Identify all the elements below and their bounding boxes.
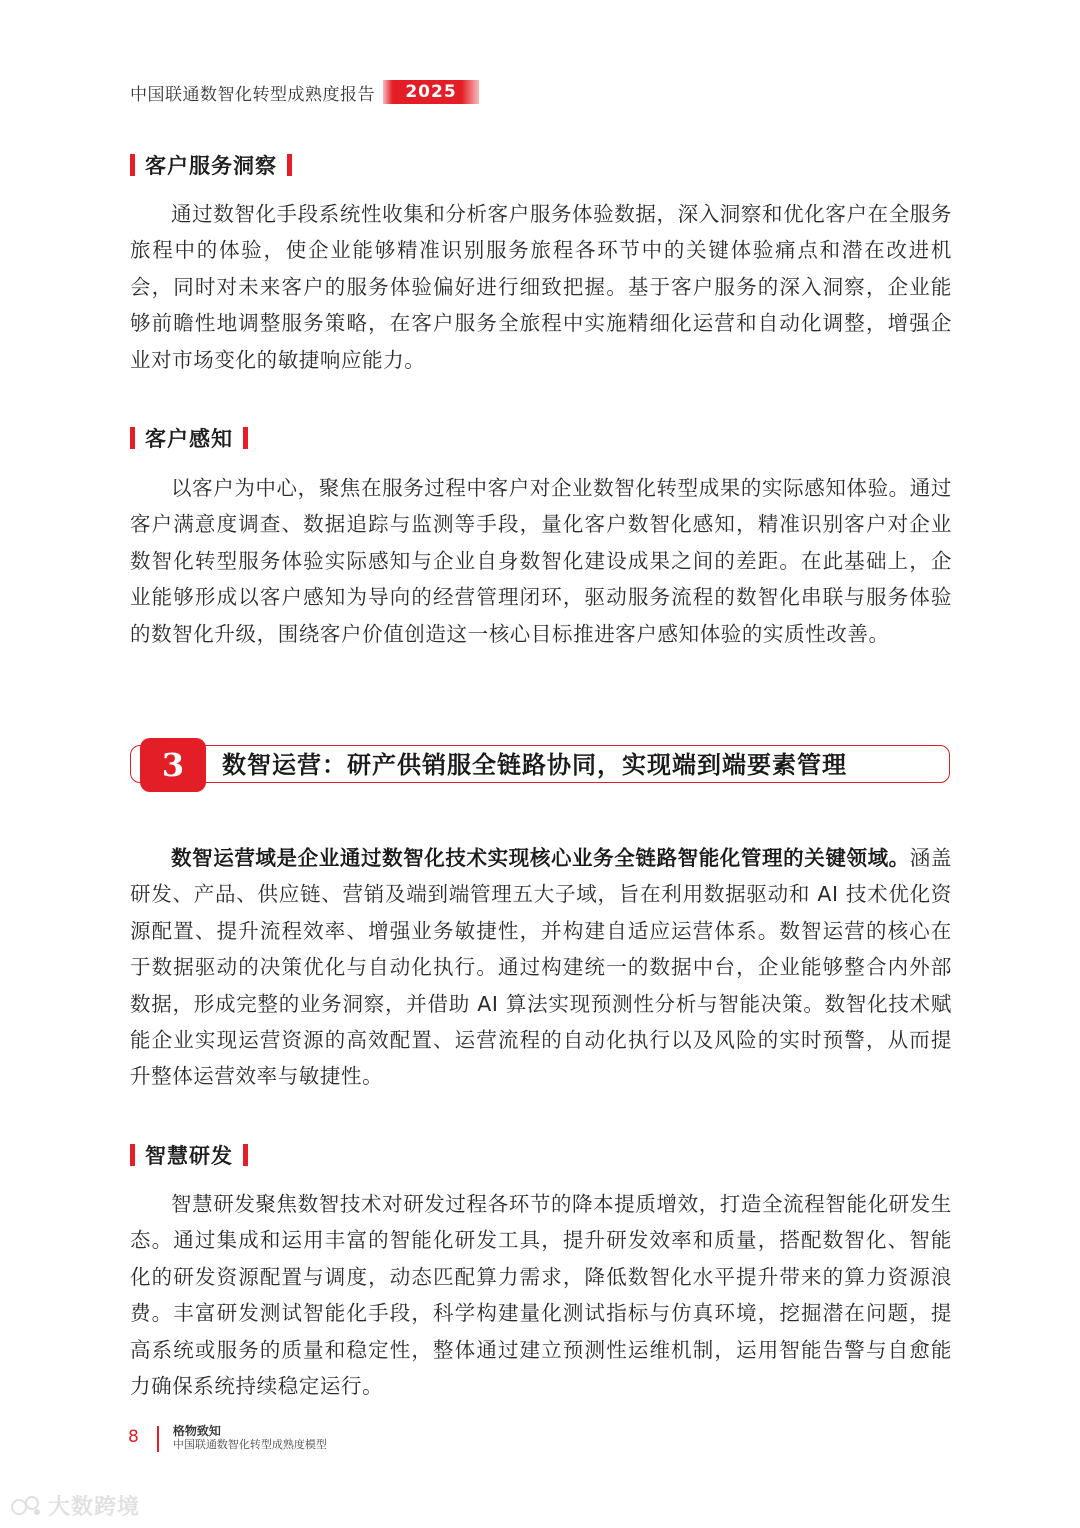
accent-bar-right — [287, 154, 292, 176]
footer-text — [173, 1424, 327, 1452]
paragraph-smart-rd: 智慧研发聚焦数智技术对研发过程各环节的降本提质增效，打造全流程智能化研发生态。通过集成和运用丰富的智能化研发工具，提升研发效率和质量，搭配数智化、智能化的研发资源配置与调度，动态匹配算力需求，降低数智化水平提升带来的算力资源浪费。丰富研发测试智能化手段，科学构建量化测试指标与仿真环境，挖掘潜在问题，提高系统或服务的质量和稳定性，整体通过建立预测性运维机制，运用智能告警与自愈能力确保系统持续稳定运行。 — [130, 1192, 952, 1399]
footer-divider — [157, 1426, 159, 1452]
accent-bar-right — [243, 1144, 248, 1166]
accent-bar-left — [130, 1144, 135, 1166]
subheading-smart-rd — [130, 1140, 248, 1170]
logo-icon — [10, 1493, 44, 1519]
section-title: 数智运营：研产供销服全链路协同，实现端到端要素管理 — [222, 751, 847, 779]
paragraph-body: 涵盖研发、产品、供应链、营销及端到端管理五大子域，旨在利用数据驱动和 AI 技术优化资源配置、提升流程效率、增强业务敏捷性，并构建自适应运营体系。数智运营的核心在于数据驱动的决策优化与自动化执行。通过构建统一的数据中台，企业能够整合内外部数据，形成完整的业务洞察，并借助 AI 算法实现预测性分析与智能决策。数智化技术赋能企业实现运营资源的高效配置、运营流程的自动化执行以及风险的实时预警，从而提升整体运营效率与敏捷性。 — [130, 846, 953, 1089]
report-header — [130, 78, 479, 106]
accent-bar-right — [243, 427, 248, 449]
page-footer — [128, 1424, 327, 1452]
watermark — [10, 1490, 140, 1521]
footer-line-2: 中国联通数智化转型成熟度模型 — [172, 1438, 327, 1451]
subheading-customer-perception — [130, 423, 248, 453]
year-badge: 2025 — [383, 80, 479, 104]
paragraph-digital-operations — [130, 840, 952, 1095]
paragraph-customer-insight: 通过数智化手段系统性收集和分析客户服务体验数据，深入洞察和优化客户在全服务旅程中的体验，使企业能够精准识别服务旅程各环节中的关键体验痛点和潜在改进机会，同时对未来客户的服务体验偏好进行细致把握。基于客户服务的深入洞察，企业能够前瞻性地调整服务策略，在客户服务全旅程中实施精细化运营和自动化调整，增强企业对市场变化的敏捷响应能力。 — [130, 202, 952, 372]
accent-bar-left — [130, 154, 135, 176]
report-title: 中国联通数智化转型成熟度报告 — [130, 84, 375, 105]
subheading-label: 客户服务洞察 — [145, 154, 277, 178]
section-number-badge: 3 — [140, 738, 206, 792]
subheading-customer-insight — [130, 150, 292, 180]
watermark-text: 大数跨境 — [48, 1495, 141, 1520]
accent-bar-left — [130, 427, 135, 449]
subheading-label: 客户感知 — [145, 427, 233, 451]
paragraph-customer-perception: 以客户为中心，聚焦在服务过程中客户对企业数智化转型成果的实际感知体验。通过客户满意度调查、数据追踪与监测等手段，量化客户数智化感知，精准识别客户对企业数智化转型服务体验实际感知与企业自身数智化建设成果之间的差距。在此基础上，企业能够形成以客户感知为导向的经营管理闭环，驱动服务流程的数智化串联与服务体验的数智化升级，围绕客户价值创造这一核心目标推进客户感知体验的实质性改善。 — [130, 476, 952, 646]
footer-line-1: 格物致知 — [172, 1424, 221, 1438]
lead-sentence: 数智运营域是企业通过数智化技术实现核心业务全链路智能化管理的关键领域。 — [171, 846, 910, 870]
subheading-label: 智慧研发 — [145, 1144, 233, 1168]
page-number: 8 — [128, 1427, 139, 1447]
